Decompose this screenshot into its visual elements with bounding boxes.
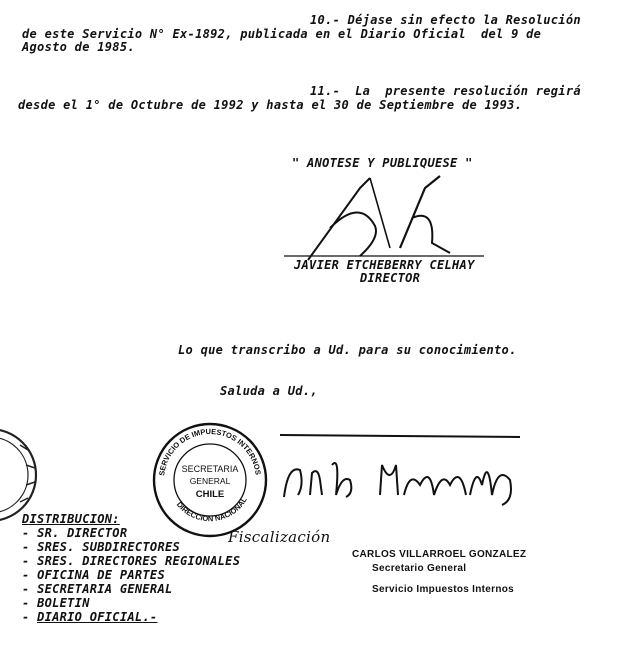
paragraph-10-line-3: Agosto de 1985. bbox=[22, 40, 135, 54]
secretary-title: Secretario General bbox=[372, 563, 467, 574]
handwritten-note: Fiscalización bbox=[228, 528, 331, 546]
stamp-inner-line-3: CHILE bbox=[195, 489, 225, 500]
transcribo-line: Lo que transcribo a Ud. para su conocimiento. bbox=[178, 343, 517, 357]
distribution-item: - DIARIO OFICIAL.- bbox=[22, 610, 158, 624]
paragraph-10-line-2: de este Servicio N° Ex-1892, publicada en el Diario Oficial del 9 de bbox=[22, 27, 542, 41]
paragraph-11-line-2: desde el 1° de Octubre de 1992 y hasta el 30 de Septiembre de 1993. bbox=[18, 98, 523, 112]
stamp-bottom-text: DIRECCION NACIONAL bbox=[174, 495, 249, 524]
distribution-item: - SECRETARIA GENERAL bbox=[22, 582, 173, 596]
distribution-item: - BOLETIN bbox=[22, 596, 90, 610]
secretary-name: CARLOS VILLARROEL GONZALEZ bbox=[352, 549, 527, 560]
distribution-item: - OFICINA DE PARTES bbox=[22, 568, 165, 582]
paragraph-10-line-1: 10.- Déjase sin efecto la Resolución bbox=[310, 13, 581, 27]
stamp-inner-line-1: SECRETARIA bbox=[181, 464, 239, 474]
secretary-organization: Servicio Impuestos Internos bbox=[372, 584, 515, 595]
stamp-outer-text: SERVICIO DE IMPUESTOS INTERNOS bbox=[157, 426, 263, 477]
secretary-signature bbox=[270, 425, 530, 515]
distribution-heading: DISTRIBUCION: bbox=[22, 512, 120, 526]
distribution-item: - SRES. DIRECTORES REGIONALES bbox=[22, 554, 241, 568]
director-name: JAVIER ETCHEBERRY CELHAY bbox=[294, 258, 475, 272]
director-signature bbox=[300, 168, 460, 268]
anotese-publiquese: " ANOTESE Y PUBLIQUESE " bbox=[292, 156, 473, 170]
distribution-item: - SRES. SUBDIRECTORES bbox=[22, 540, 181, 554]
saluda-line: Saluda a Ud., bbox=[220, 384, 318, 398]
distribution-item: - SR. DIRECTOR bbox=[22, 526, 128, 540]
director-title: DIRECTOR bbox=[360, 271, 421, 285]
stamp-inner-line-2: GENERAL bbox=[189, 476, 231, 486]
secretaria-general-stamp bbox=[150, 420, 270, 540]
paragraph-11-line-1: 11.- La presente resolución regirá bbox=[310, 84, 581, 98]
